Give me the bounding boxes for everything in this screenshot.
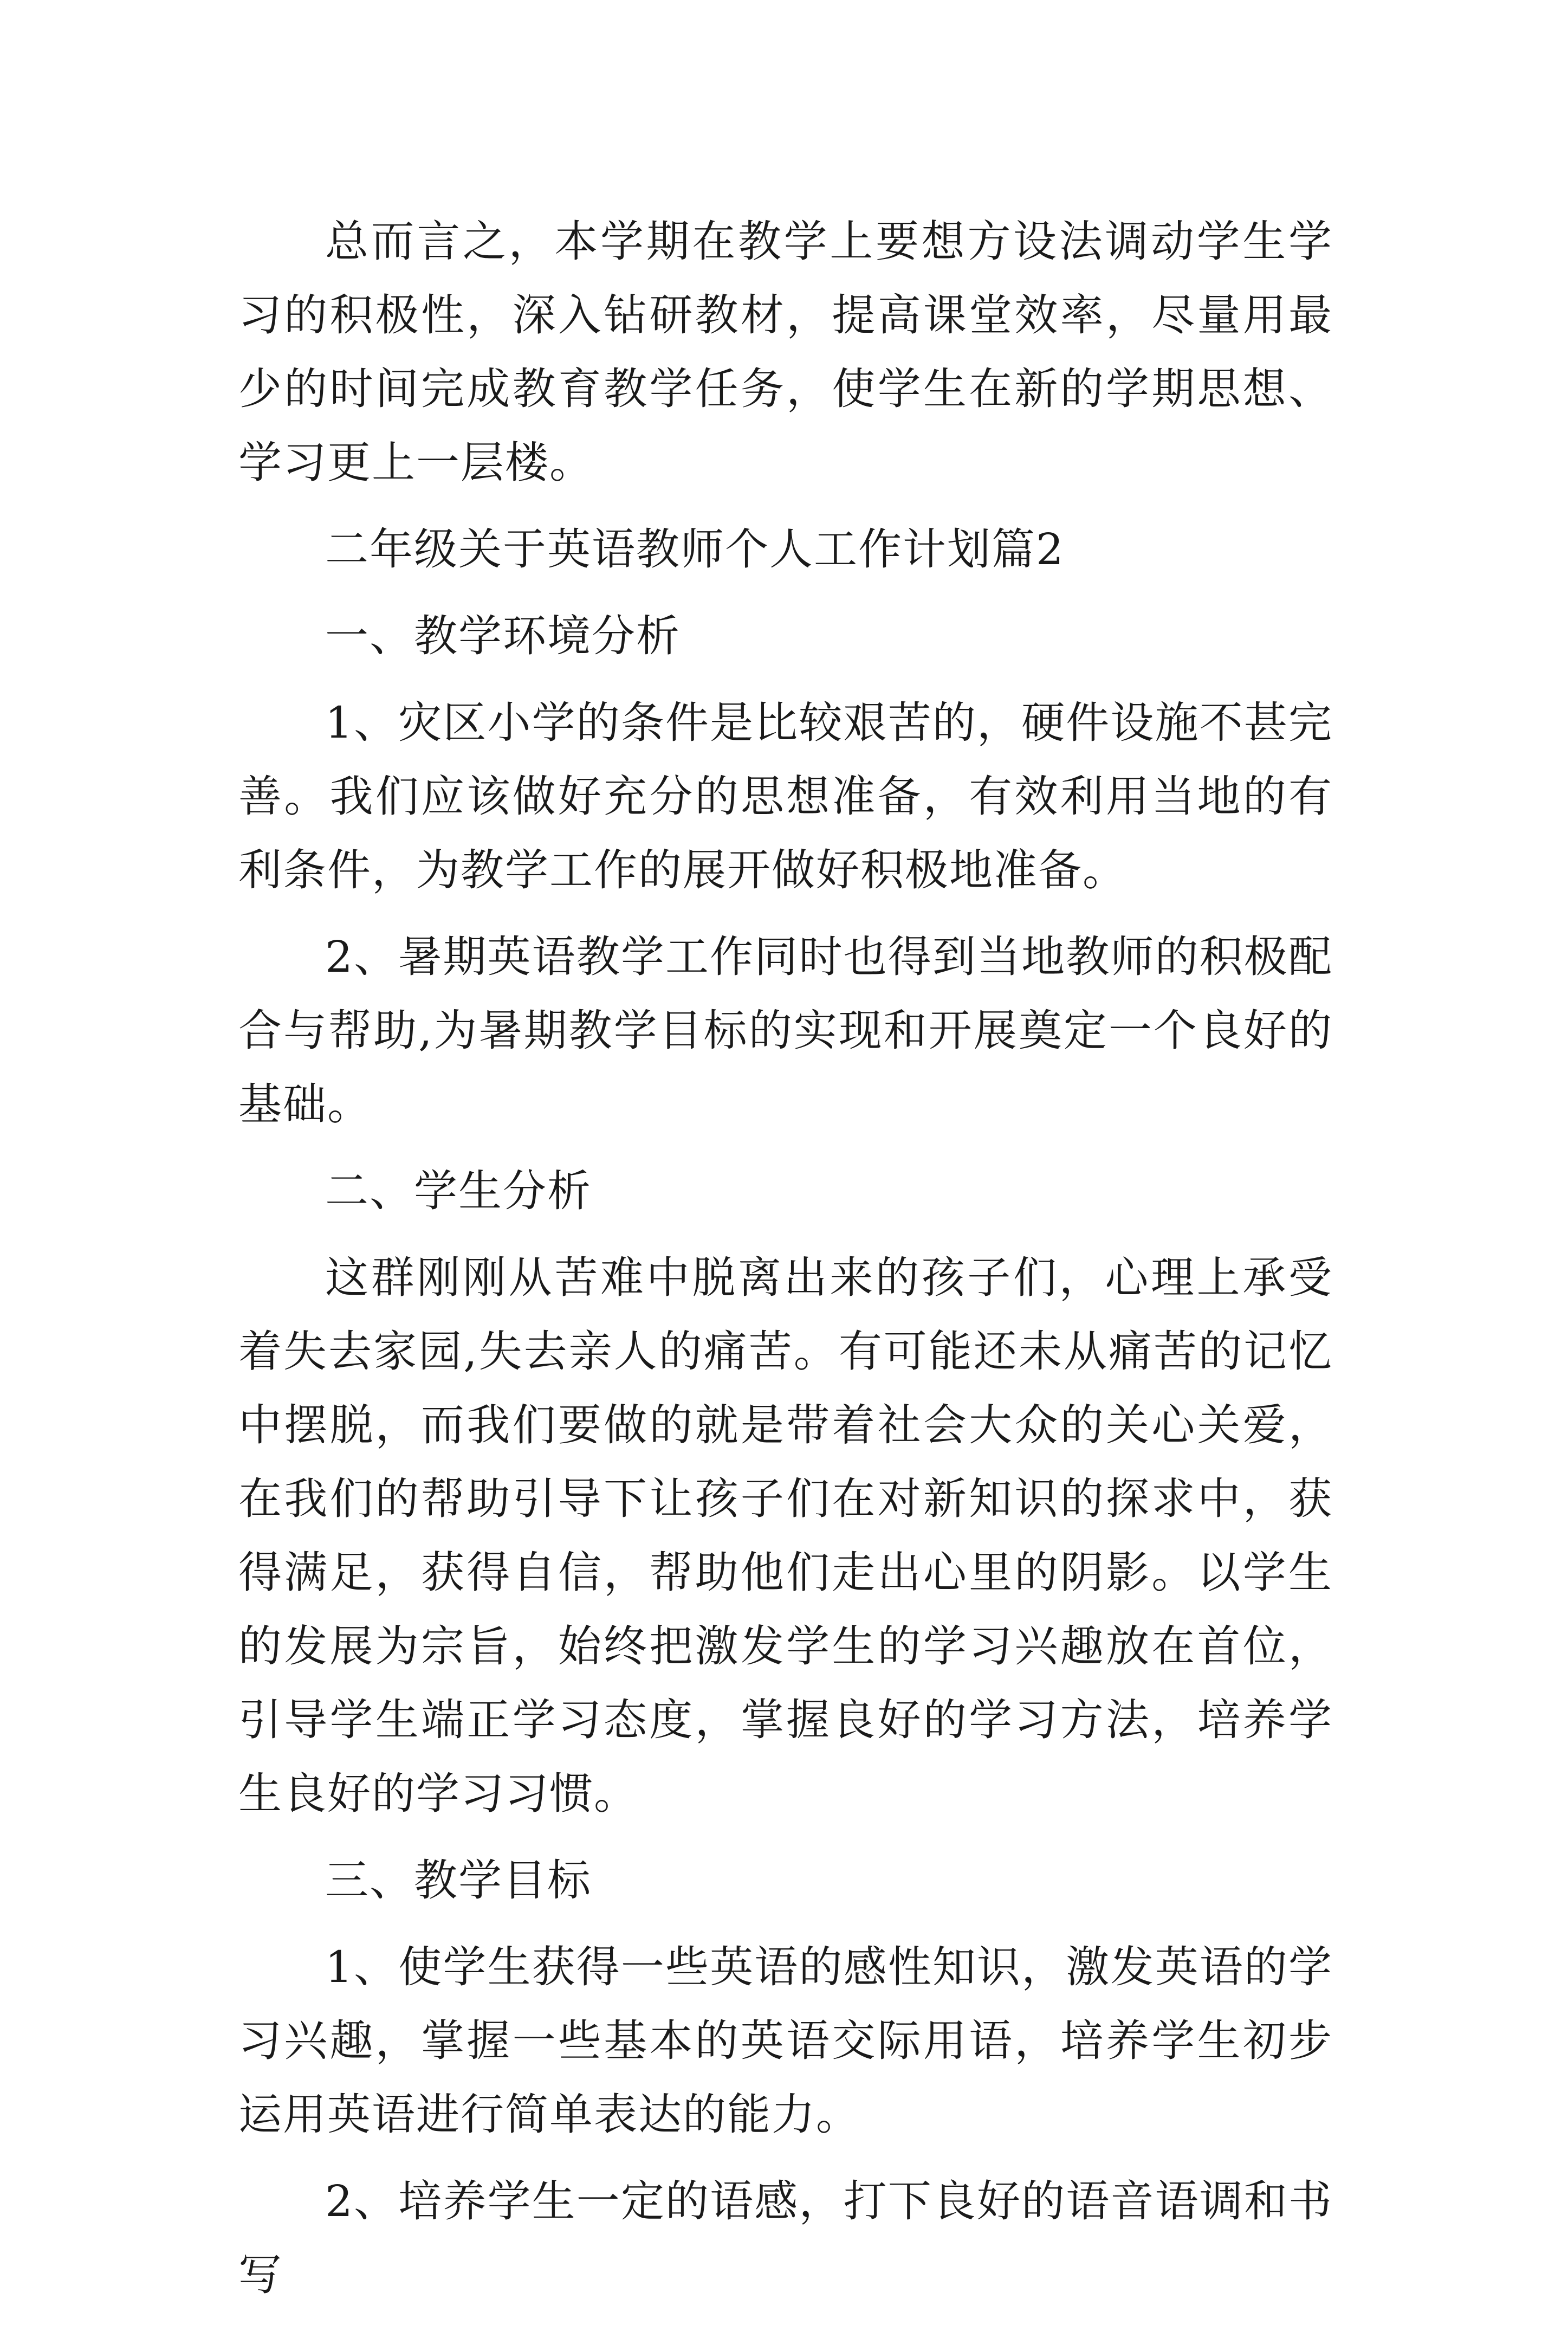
paragraph-environment-2: 2、暑期英语教学工作同时也得到当地教师的积极配合与帮助,为暑期教学目标的实现和开展奠定一个良好的基础。: [238, 932, 1333, 1129]
paragraph-environment-1: 1、灾区小学的条件是比较艰苦的，硬件设施不甚完善。我们应该做好充分的思想准备，有效利用当地的有利条件，为教学工作的展开做好积极地准备。: [238, 698, 1333, 895]
heading-teaching-environment: 一、教学环境分析: [325, 611, 681, 661]
paragraph-goal-2: 2、培养学生一定的语感，打下良好的语音语调和书写: [238, 2176, 1333, 2300]
paragraph-summary: 总而言之，本学期在教学上要想方设法调动学生学习的积极性，深入钻研教材，提高课堂效率，尽量用最少的时间完成教育教学任务，使学生在新的学期思想、学习更上一层楼。: [238, 216, 1333, 488]
document-body: [238, 205, 1333, 2325]
heading-teaching-goals: 三、教学目标: [325, 1855, 592, 1906]
paragraph-student-analysis: 这群刚刚从苦难中脱离出来的孩子们，心理上承受着失去家园,失去亲人的痛苦。有可能还未从痛苦的记忆中摆脱，而我们要做的就是带着社会大众的关心关爱，在我们的帮助引导下让孩子们在对新知识的探求中，获得满足，获得自信，帮助他们走出心里的阴影。以学生的发展为宗旨，始终把激发学生的学习兴趣放在首位，引导学生端正学习态度，掌握良好的学习方法，培养学生良好的学习习惯。: [238, 1252, 1333, 1819]
section-title: 二年级关于英语教师个人工作计划篇2: [325, 524, 1065, 574]
paragraph-goal-1: 1、使学生获得一些英语的感性知识，激发英语的学习兴趣，掌握一些基本的英语交际用语，培养学生初步运用英语进行简单表达的能力。: [238, 1942, 1333, 2140]
heading-student-analysis: 二、学生分析: [325, 1166, 592, 1216]
